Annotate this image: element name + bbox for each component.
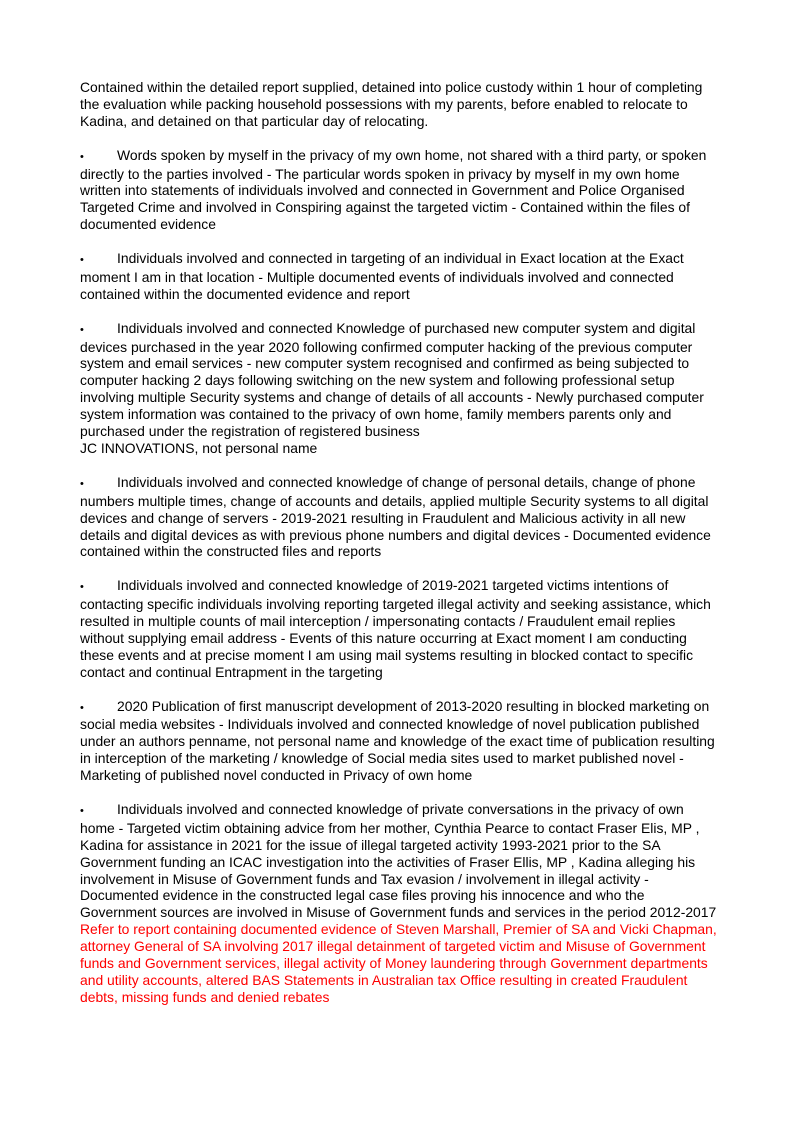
bullet-item-2 (80, 250, 720, 303)
bullet-item-3-continuation: JC INNOVATIONS, not personal name (80, 439, 318, 456)
bullet-text: Individuals involved and connected knowledge of change of personal details, change of phone numbers multiple times, change of accounts and details, applied multiple Security systems to all digital devices and change of servers - 2019-2021 resulting in Fraudulent and Malicious activity in all new details and digital devices as with previous phone numbers and digital devices - Documented evidence contained within the constructed files and reports (80, 473, 711, 560)
intro-paragraph: Contained within the detailed report supplied, detained into police custody within 1 hour of completing the evaluation while packing household possessions with my parents, before enabled to relocate to Kadina, and detained on that particular day of relocating. (80, 79, 703, 129)
bullet-text: Individuals involved and connected Knowledge of purchased new computer system and digital devices purchased in the year 2020 following confirmed computer hacking of the previous computer system and email services - new computer system recognised and confirmed as being subjected to computer hacking 2 days following switching on the new system and following professional setup involving multiple Security systems and change of details of all accounts - Newly purchased computer system information was contained to the privacy of own home, family members parents only and purchased under the registration of registered business (80, 319, 704, 440)
bullet-item-5 (80, 577, 720, 680)
bullet-item-1 (80, 147, 720, 234)
bullet-icon: • (80, 701, 84, 714)
bullet-icon: • (80, 254, 84, 267)
bullet-item-4 (80, 474, 720, 561)
bullet-text: Individuals involved and connected in targeting of an individual in Exact location at the Exact moment I am in that location - Multiple documented events of individuals involved and connected contained within the documented evidence and report (80, 250, 684, 302)
bullet-icon: • (80, 477, 84, 490)
bullet-icon: • (80, 323, 84, 336)
bullet-icon: • (80, 150, 84, 163)
bullet-icon: • (80, 581, 84, 594)
bullet-item-7 (80, 801, 720, 921)
bullet-text: 2020 Publication of first manuscript development of 2013-2020 resulting in blocked marketing on social media websites - Individuals involved and connected knowledge of novel publication published under an authors penname, not personal name and knowledge of the exact time of publication resulting in interception of the marketing / knowledge of Social media sites used to market published novel - Marketing of published novel conducted in Privacy of own home (80, 697, 715, 784)
bullet-text: Individuals involved and connected knowledge of private conversations in the privacy of own home - Targeted victim obtaining advice from her mother, Cynthia Pearce to contact Fraser Elis, MP , Kadina for assistance in 2021 for the issue of illegal targeted activity 1993-2021 prior to the SA Government funding an ICAC investigation into the activities of Fraser Ellis, MP , Kadina alleging his involvement in Misuse of Government funds and Tax evasion / involvement in illegal activity - Documented evidence in the constructed legal case files proving his innocence and who the Government sources are involved in Misuse of Government funds and services in the period 2012-2017 (80, 800, 717, 921)
bullet-item-3 (80, 320, 720, 440)
bullet-text: Words spoken by myself in the privacy of my own home, not shared with a third party, or spoken directly to the parties involved - The particular words spoken in privacy by myself in my own home written into statements of individuals involved and connected in Government and Police Organised Targeted Crime and involved in Conspiring against the targeted victim - Contained within the files of documented evidence (80, 146, 707, 233)
bullet-icon: • (80, 804, 84, 817)
document-page (80, 79, 720, 1023)
bullet-item-6 (80, 698, 720, 785)
bullet-text: Individuals involved and connected knowledge of 2019-2021 targeted victims intentions of contacting specific individuals involving reporting targeted illegal activity and seeking assistance, which resulted in multiple counts of mail interception / impersonating contacts / Fraudulent email replies without supplying email address - Events of this nature occurring at Exact moment I am conducting these events and at precise moment I am using mail systems resulting in blocked contact to specific contact and continual Entrapment in the targeting (80, 577, 711, 680)
highlighted-note: Refer to report containing documented evidence of Steven Marshall, Premier of SA and Vicki Chapman, attorney General of SA involving 2017 illegal detainment of targeted victim and Misuse of Government funds and Government services, illegal activity of Money laundering through Government departments and utility accounts, altered BAS Statements in Australian tax Office resulting in created Fraudulent debts, missing funds and denied rebates (80, 921, 717, 1005)
